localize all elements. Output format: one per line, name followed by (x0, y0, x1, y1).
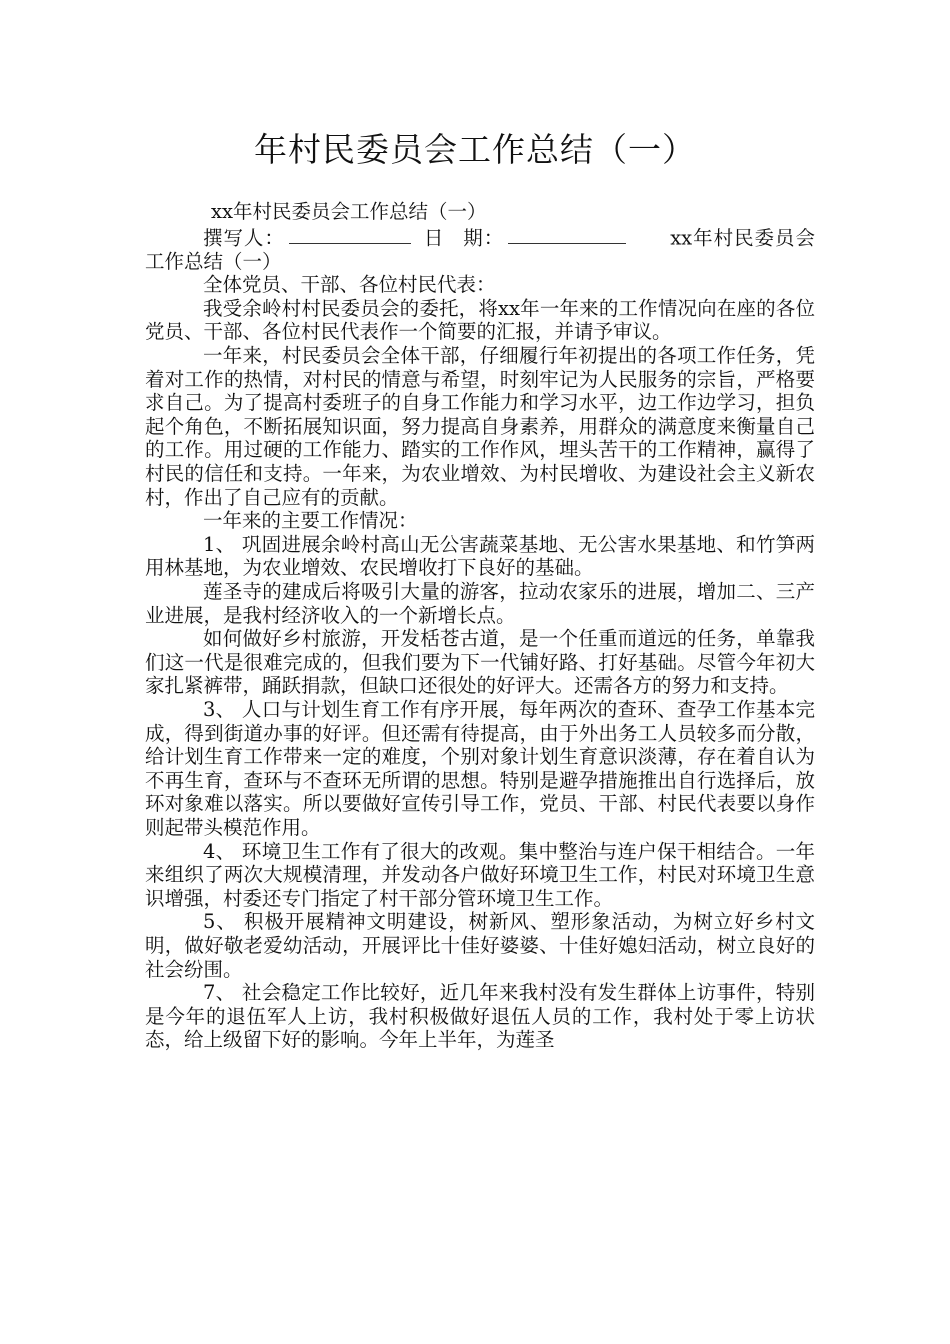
author-blank (289, 224, 411, 245)
paragraph: 7、 社会稳定工作比较好，近几年来我村没有发生群体上访事件，特别是今年的退伍军人上访，我村积极做好退伍人员的工作，我村处于零上访状态，给上级留下好的影响。今年上半年，为莲圣 (145, 981, 815, 1052)
paragraph: 莲圣寺的建成后将吸引大量的游客，拉动农家乐的进展，增加二、三产业进展，是我村经济收入的一个新增长点。 (145, 580, 815, 627)
author-label: 撰写人： (203, 226, 285, 250)
date-label-part2: 期： (462, 226, 505, 250)
paragraph: 我受余岭村村民委员会的委托，将xx年一年来的工作情况向在座的各位党员、干部、各位村民代表作一个简要的汇报，并请予审议。 (145, 296, 815, 344)
paragraph: 全体党员、干部、各位村民代表： (203, 273, 496, 297)
date-blank (508, 224, 626, 245)
document-title: 年村民委员会工作总结（一） (254, 130, 696, 169)
paragraph: 4、 环境卫生工作有了很大的改观。集中整治与连户保干相结合。一年来组织了两次大规模清理，并发动各户做好环境卫生工作，村民对环境卫生意识增强，村委还专门指定了村干部分管环境卫生工作。 (145, 839, 815, 910)
document-body (145, 200, 815, 1052)
paragraph: 如何做好乡村旅游，开发栝苍古道，是一个任重而道远的任务，单靠我们这一代是很难完成的，但我们要为下一代铺好路、打好基础。尽管今年初大家扎紧裤带，踊跃捐款，但缺口还很处的好评大。还需各方的努力和支持。 (145, 627, 815, 698)
paragraph: 一年来的主要工作情况： (203, 509, 418, 533)
paragraph: 一年来，村民委员会全体干部，仔细履行年初提出的各项工作任务，凭着对工作的热情，对村民的情意与希望，时刻牢记为人民服务的宗旨，严格要求自己。为了提高村委班子的自身工作能力和学习水平，边工作边学习，担负起个角色，不断拓展知识面，努力提高自身素养，用群众的满意度来衡量自己的工作。用过硬的工作能力、踏实的工作作风，埋头苦干的工作精神，赢得了村民的信任和支持。一年来，为农业增效、为村民增收、为建设社会主义新农村，作出了自己应有的贡献。 (145, 344, 815, 509)
document-meta-line (145, 224, 815, 274)
paragraph: 3、 人口与计划生育工作有序开展，每年两次的查环、查孕工作基本完成，得到街道办事的好评。但还需有待提高，由于外出务工人员较多而分散，给计划生育工作带来一定的难度，个别对象计划生育意识淡薄，存在着自认为不再生育，查环与不查环无所谓的思想。特别是避孕措施推出自行选择后，放环对象难以落实。所以要做好宣传引导工作，党员、干部、村民代表要以身作则起带头模范作用。 (145, 697, 815, 839)
paragraph: 1、 巩固进展余岭村高山无公害蔬菜基地、无公害水果基地、和竹笋两用林基地，为农业增效、农民增收打下良好的基础。 (145, 532, 815, 580)
meta-trailing-text: xx年村民委员会工作总结（一） (145, 226, 815, 273)
paragraph: 5、 积极开展精神文明建设，树新风、塑形象活动，为树立好乡村文明，做好敬老爱幼活动，开展评比十佳好婆婆、十佳好媳妇活动，树立良好的社会纷围。 (145, 910, 815, 981)
date-label-part1: 日 (422, 226, 445, 250)
document-subtitle: xx年村民委员会工作总结（一） (211, 200, 487, 223)
